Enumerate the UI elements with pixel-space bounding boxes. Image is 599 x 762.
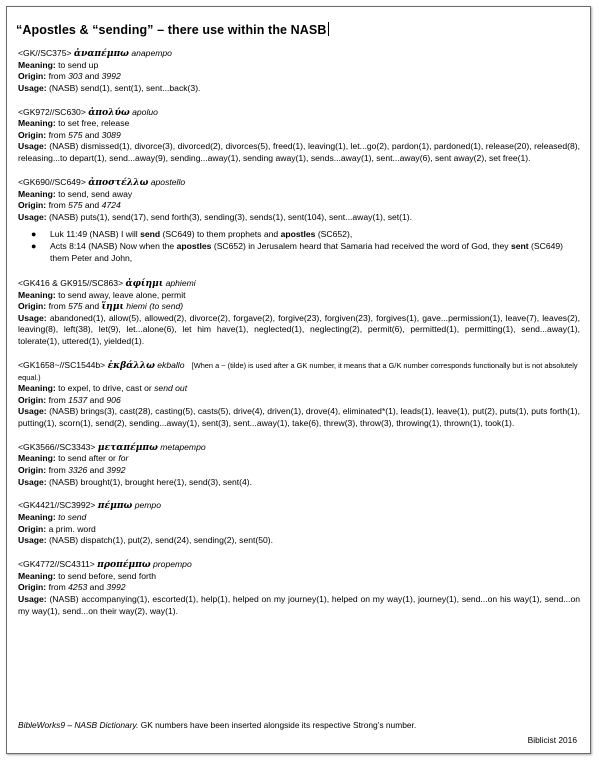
origin-number: 4253 — [68, 582, 88, 593]
origin-label: Origin: — [18, 71, 47, 82]
meaning-text: to send, send away — [58, 188, 133, 199]
usage-label: Usage: — [18, 406, 47, 417]
usage-line — [18, 535, 580, 547]
origin-number: 575 — [68, 301, 83, 312]
origin-number: 1537 — [68, 394, 88, 405]
entry-ekballo — [18, 360, 580, 430]
entry-header — [18, 177, 580, 189]
gk-reference: <GK4421//SC3992> — [18, 500, 96, 511]
gk-reference: <GK//SC375> — [18, 48, 72, 58]
origin-line: Origin: from 1537 and 906 — [18, 394, 121, 405]
meaning-line: Meaning: to send after or for — [18, 453, 129, 464]
usage-line — [18, 406, 580, 429]
origin-label: Origin: — [18, 582, 47, 593]
meaning-label: Meaning: — [18, 59, 56, 70]
origin-number: 3992 — [106, 465, 126, 475]
meaning-label: Meaning: — [18, 453, 56, 464]
transliteration: apoluo — [132, 106, 158, 117]
origin-label: Origin: — [18, 394, 47, 405]
usage-label: Usage: — [18, 312, 47, 323]
transliteration: aphiemi — [165, 278, 196, 289]
entry-anapempo — [18, 48, 580, 94]
meaning-line — [18, 512, 580, 524]
greek-word: ἀπολύω — [88, 106, 130, 118]
origin-line: Origin: from 575 and 3089 — [18, 129, 121, 140]
meaning-line — [18, 118, 580, 130]
usage-line — [18, 594, 580, 617]
origin-number: 4724 — [101, 200, 121, 211]
greek-word: μεταπέμπω — [97, 441, 158, 453]
greek-word: ἀποστέλλω — [88, 176, 149, 188]
gk-reference: <GK1658~//SC1544b> — [18, 359, 106, 370]
bullet-icon: ● — [31, 240, 37, 251]
usage-label: Usage: — [18, 141, 47, 152]
entry-header — [18, 107, 580, 119]
origin-line: Origin: from 575 and 4724 — [18, 200, 121, 211]
entry-metapempo — [18, 442, 580, 488]
meaning-label: Meaning: — [18, 570, 56, 581]
usage-label: Usage: — [18, 211, 47, 222]
usage-line — [18, 141, 580, 164]
page-title: “Apostles & “sending” – there use within the NASB — [16, 23, 327, 37]
entry-pempo — [18, 500, 580, 546]
transliteration: ekballo — [157, 359, 185, 370]
greek-word: προπέμπω — [97, 559, 151, 571]
usage-line — [18, 477, 580, 489]
gk-reference: <GK3566//SC3343> — [18, 441, 96, 452]
usage-label: Usage: — [18, 476, 47, 487]
usage-label: Usage: — [18, 535, 47, 546]
usage-text: (NASB) brings(3), cast(28), casting(5), casts(5), drive(4), driven(1), drove(4), eliminated*(1), leads(1), leave(1), put(2), puts(1), puts forth(1), putting(1), scorn(1), send(2), sending...away(1), sent(3), sent...away(1), take(6), threw(3), throw(3), throwing(1), thrown(1), took(1). — [18, 406, 580, 428]
usage-text: (NASB) brought(1), brought here(1), send(3), sent(4). — [49, 476, 253, 487]
origin-number: 575 — [68, 129, 83, 140]
transliteration: propempo — [153, 559, 192, 570]
entry-header — [18, 559, 580, 571]
dictionary-content — [18, 48, 580, 629]
origin-label: Origin: — [18, 523, 47, 534]
usage-line — [18, 83, 580, 95]
meaning-label: Meaning: — [18, 188, 56, 199]
usage-line — [18, 313, 580, 348]
bullet-icon: ● — [31, 229, 37, 240]
origin-number: 575 — [68, 200, 83, 211]
origin-line: Origin: a prim. word — [18, 523, 96, 534]
usage-text: abandoned(1), allow(5), allowed(2), divorce(2), forgave(2), forgive(23), forgiven(23), forgives(1), gave...permission(1), leave(7), leaves(2), leaving(8), left(38), let(9), let...alone(6), let him have(1), neglected(1), neglecting(2), permit(6), permitted(1), permitting(1), send...away(1), tolerate(1), uttered(1), yielded(1). — [18, 312, 580, 347]
origin-number: 303 — [68, 71, 83, 82]
origin-label: Origin: — [18, 200, 47, 211]
entry-header — [18, 360, 580, 383]
meaning-label: Meaning: — [18, 512, 56, 523]
meaning-line — [18, 60, 580, 72]
origin-number: 3992 — [101, 71, 121, 82]
usage-text: (NASB) puts(1), send(17), send forth(3), sending(3), sends(1), sent(104), sent...away(1), set(1). — [49, 211, 413, 222]
origin-line: Origin: from 303 and 3992 — [18, 71, 121, 82]
entry-apostello — [18, 177, 580, 223]
transliteration: apostello — [150, 176, 186, 187]
entry-header — [18, 48, 580, 60]
entry-header — [18, 278, 580, 290]
origin-number: 3992 — [106, 582, 126, 593]
author-credit: Biblicist 2016 — [527, 735, 577, 745]
meaning-line — [18, 571, 580, 583]
origin-label: Origin: — [18, 129, 47, 140]
usage-label: Usage: — [18, 593, 47, 604]
source-note: GK numbers have been inserted alongside its respective Strong’s number. — [138, 720, 417, 730]
verse-reference-item: ● Luk 11:49 (NASB) I will send (SC649) to them prophets and apostles (SC652), — [31, 229, 353, 240]
gk-reference: <GK4772//SC4311> — [18, 559, 95, 570]
usage-text: (NASB) dispatch(1), put(2), send(24), sending(2), sent(50). — [49, 535, 274, 546]
meaning-text: to send — [58, 512, 87, 523]
source-title: BibleWorks9 – NASB Dictionary. — [18, 720, 139, 730]
meaning-text: to send before, send forth — [58, 570, 157, 581]
meaning-text: to send away, leave alone, permit — [58, 289, 186, 300]
usage-text: (NASB) send(1), sent(1), sent...back(3). — [49, 82, 201, 93]
meaning-label: Meaning: — [18, 383, 56, 394]
meaning-line — [18, 189, 580, 201]
usage-label: Usage: — [18, 82, 47, 93]
meaning-text: to send up — [58, 59, 99, 70]
transliteration: metapempo — [160, 441, 206, 452]
origin-number: 906 — [106, 394, 121, 405]
origin-line: Origin: from 575 and ἵημι hiemi (to send) — [18, 301, 184, 313]
meaning-line — [18, 290, 580, 302]
usage-text: (NASB) dismissed(1), divorce(3), divorced(2), divorces(5), freed(1), leaving(1), let...go(2), pardon(1), pardoned(1), release(20), released(8), releasing...to depart(1), send...away(9), sending...away(1), sending away(1), sends...away(1), sent...away(6), sent away(2), set free(1). — [18, 141, 580, 164]
entry-propempo — [18, 559, 580, 617]
entry-header — [18, 500, 580, 512]
origin-greek-word: ἵημι — [101, 301, 124, 313]
origin-number: 3089 — [101, 129, 121, 140]
transliteration: pempo — [134, 500, 161, 511]
greek-word: ἀφίημι — [125, 278, 164, 290]
gk-reference: <GK416 & GK915//SC863> — [18, 278, 124, 289]
gk-reference: <GK690//SC649> — [18, 176, 86, 187]
origin-transliteration: hiemi (to send) — [123, 301, 184, 312]
text-cursor — [328, 22, 329, 36]
meaning-text: to set free, release — [58, 118, 130, 129]
source-footnote — [18, 720, 416, 730]
entry-aphiemi — [18, 278, 580, 348]
gk-reference: <GK972//SC630> — [18, 106, 86, 117]
origin-line: Origin: from 4253 and 3992 — [18, 582, 126, 593]
origin-line: Origin: from 3326 and 3992 — [18, 465, 126, 475]
tilde-note: [When a ~ (tilde) is used after a GK number, it means that a G/K number corresponds functionally but is not absolutely equal.) — [18, 360, 578, 382]
origin-number: 3326 — [68, 465, 88, 475]
origin-label: Origin: — [18, 301, 47, 312]
greek-word: ἐκβάλλω — [107, 359, 155, 371]
greek-word: ἀναπέμπω — [73, 48, 129, 59]
greek-word: πέμπω — [97, 500, 133, 512]
meaning-line: Meaning: to expel, to drive, cast or send out — [18, 383, 188, 394]
meaning-label: Meaning: — [18, 118, 56, 129]
entry-apoluo — [18, 107, 580, 165]
meaning-label: Meaning: — [18, 289, 56, 300]
entry-header — [18, 442, 580, 454]
verse-reference-item: ● Acts 8:14 (NASB) Now when the apostles (SC652) in Jerusalem heard that Samaria had received the word of God, they sent (SC649) them Peter and John, — [31, 240, 564, 263]
verse-references — [18, 229, 580, 264]
origin-label: Origin: — [18, 465, 47, 475]
usage-text: (NASB) accompanying(1), escorted(1), help(1), helped on my journey(1), helped on my way(1), journey(1), send...on his way(1), send...on my way(1), send...on their way(2), way(1). — [18, 593, 581, 616]
transliteration: anapempo — [131, 48, 172, 58]
usage-line — [18, 212, 580, 224]
